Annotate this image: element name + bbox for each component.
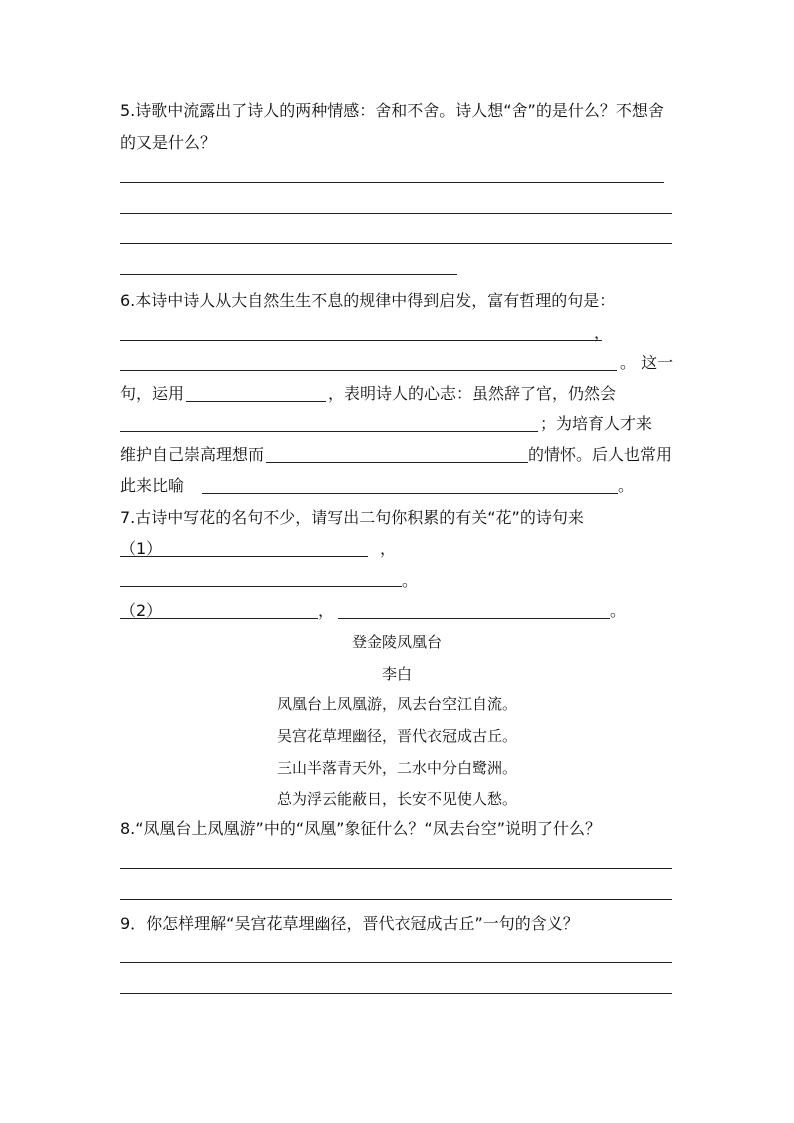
q7-item1-end: 。 bbox=[402, 571, 419, 590]
q9-line1: 9．你怎样理解“吴宫花草埋幽径，晋代衣冠成古丘”一句的含义？ bbox=[120, 914, 579, 933]
q7-item2-end: 。 bbox=[610, 601, 627, 620]
answer-blank[interactable] bbox=[120, 618, 318, 619]
answer-blank[interactable] bbox=[120, 556, 368, 557]
q8-line1: 8.“凤凰台上凤凰游”中的“凤凰”象征什么？“凤去台空”说明了什么？ bbox=[120, 819, 602, 838]
poem-title: 登金陵凤凰台 bbox=[351, 633, 442, 651]
q7-item1-label: （1） bbox=[120, 539, 163, 558]
answer-blank[interactable] bbox=[202, 493, 618, 494]
answer-blank[interactable] bbox=[266, 462, 528, 463]
q6-line6-end: 。 bbox=[618, 476, 635, 495]
q7-item1-comma: ， bbox=[380, 539, 397, 558]
answer-blank[interactable] bbox=[120, 370, 617, 371]
answer-line[interactable] bbox=[120, 274, 457, 275]
answer-line[interactable] bbox=[120, 213, 672, 214]
q6-line3-b: ，表明诗人的心志：虽然辞了官，仍然会 bbox=[328, 384, 617, 403]
q5-line1: 5.诗歌中流露出了诗人的两种情感：舍和不舍。诗人想“舍”的是什么？不想舍 bbox=[120, 101, 664, 120]
poem-author: 李白 bbox=[381, 665, 412, 683]
q7-item2-comma: ， bbox=[318, 601, 335, 620]
poem-line: 总为浮云能蔽日，长安不见使人愁。 bbox=[276, 790, 517, 808]
answer-line[interactable] bbox=[120, 182, 664, 183]
q6-line6-a: 此来比喻 bbox=[120, 476, 185, 495]
q6-line3-a: 句，运用 bbox=[120, 384, 185, 403]
answer-blank[interactable] bbox=[120, 586, 402, 587]
answer-line[interactable] bbox=[120, 993, 672, 994]
answer-line[interactable] bbox=[120, 243, 672, 244]
poem-line: 三山半落青天外，二水中分白鹭洲。 bbox=[276, 759, 517, 777]
q7-line1: 7.古诗中写花的名句不少，请写出二句你积累的有关“花”的诗句来 bbox=[120, 508, 584, 527]
q6-line5-b: 的情怀。后人也常用 bbox=[528, 445, 673, 464]
answer-blank[interactable] bbox=[338, 618, 610, 619]
answer-line[interactable] bbox=[120, 899, 672, 900]
q6-line5-a: 维护自己崇高理想而 bbox=[120, 445, 265, 464]
q6-line4-end: ；为培育人才来 bbox=[540, 414, 653, 433]
q6-comma: ， bbox=[594, 323, 611, 342]
q6-line1: 6.本诗中诗人从大自然生生不息的规律中得到启发，富有哲理的句是： bbox=[120, 291, 616, 310]
q5-line2: 的又是什么？ bbox=[120, 133, 217, 152]
answer-line[interactable] bbox=[120, 962, 672, 963]
answer-blank[interactable] bbox=[186, 401, 326, 402]
q6-end1: 。 这一 bbox=[620, 353, 674, 372]
answer-blank[interactable] bbox=[120, 340, 602, 341]
answer-line[interactable] bbox=[120, 868, 672, 869]
q7-item2-label: （2） bbox=[120, 601, 163, 620]
answer-blank[interactable] bbox=[120, 431, 538, 432]
poem-line: 吴宫花草埋幽径，晋代衣冠成古丘。 bbox=[276, 727, 517, 745]
poem-line: 凤凰台上凤凰游，凤去台空江自流。 bbox=[276, 695, 517, 713]
